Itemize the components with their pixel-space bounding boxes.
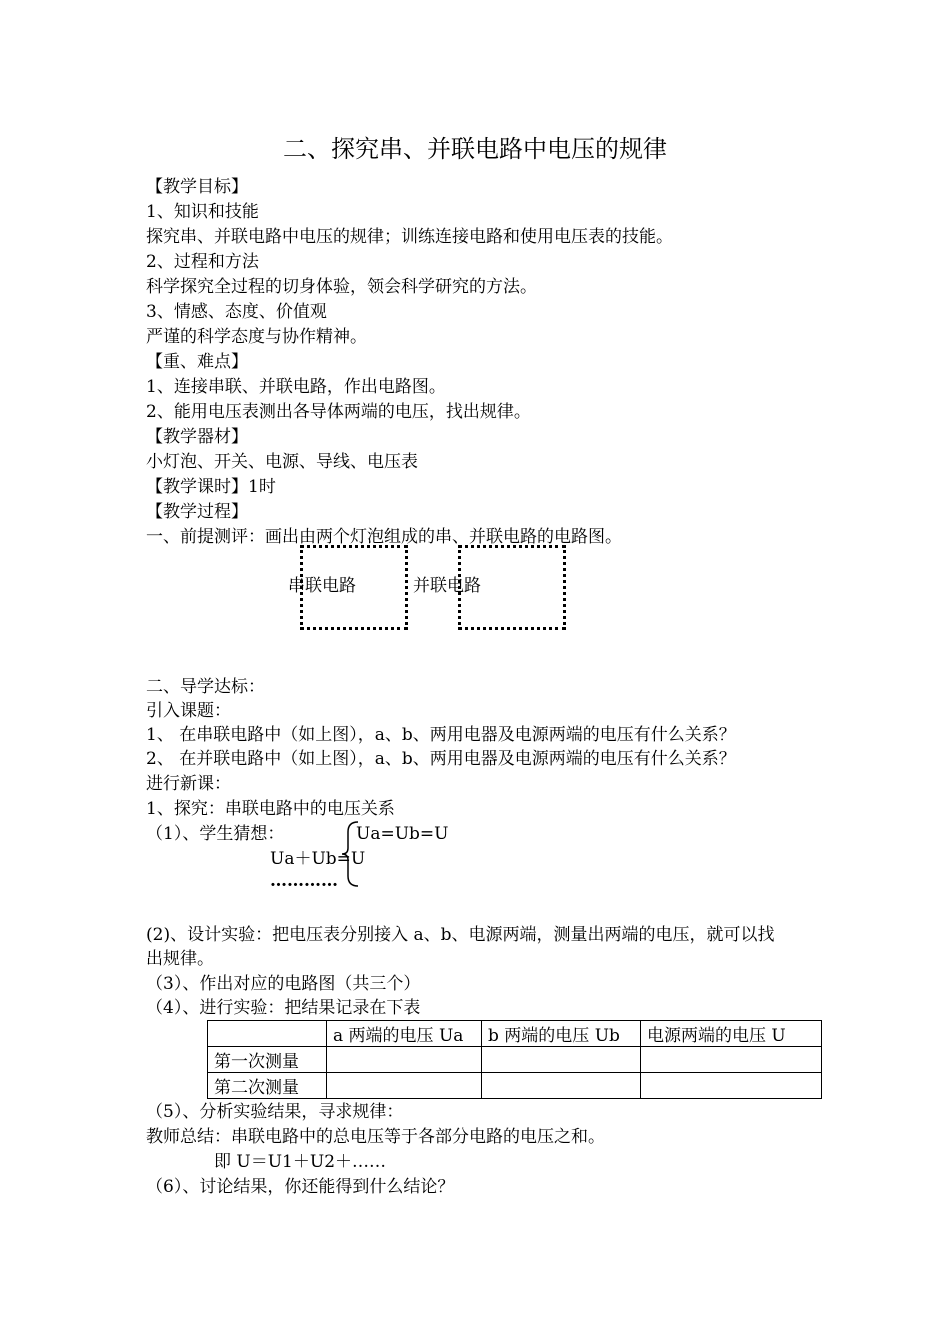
hypothesis-2: Ua＋Ub=U [270,849,366,869]
class-hours: 【教学课时】1时 [146,477,276,497]
parallel-circuit-label: 并联电路 [413,576,481,596]
step-6: （6）、讨论结果，你还能得到什么结论？ [146,1177,455,1197]
goal-2-heading: 2、过程和方法 [146,252,259,272]
table-header-cell: a 两端的电压 Ua [327,1021,482,1047]
summary-formula: 即 U＝U1＋U2＋…… [214,1152,387,1172]
table-cell [482,1073,641,1099]
new-lesson-line: 进行新课： [146,774,231,794]
key-points-heading: 【重、难点】 [146,352,248,372]
table-cell [327,1047,482,1073]
table-cell [641,1073,822,1099]
process-heading: 【教学过程】 [146,502,248,522]
hypothesis-1: Ua=Ub=U [356,824,449,844]
guess-line: （1）、学生猜想： [146,824,285,844]
goals-heading: 【教学目标】 [146,177,248,197]
table-cell: 第二次测量 [208,1073,327,1099]
question-1: 1、 在串联电路中（如上图），a、b、两用电器及电源两端的电压有什么关系？ [146,725,736,745]
table-cell [327,1073,482,1099]
results-table [207,1020,822,1099]
goal-3-heading: 3、情感、态度、价值观 [146,302,327,322]
key-point-2: 2、能用电压表测出各导体两端的电压，找出规律。 [146,402,531,422]
goal-1-text: 探究串、并联电路中电压的规律；训练连接电路和使用电压表的技能。 [146,227,673,247]
pretest-line: 一、前提测评：画出由两个灯泡组成的串、并联电路的电路图。 [146,527,622,547]
intro-line: 引入课题： [146,701,231,721]
equipment-heading: 【教学器材】 [146,427,248,447]
table-header-cell [208,1021,327,1047]
teacher-summary: 教师总结：串联电路中的总电压等于各部分电路的电压之和。 [146,1127,605,1147]
guide-heading: 二、导学达标： [146,677,265,697]
design-line-2: 出规律。 [146,949,214,969]
table-cell: 第一次测量 [208,1047,327,1073]
table-header-cell: b 两端的电压 Ub [482,1021,641,1047]
equipment-text: 小灯泡、开关、电源、导线、电压表 [146,452,418,472]
question-2: 2、 在并联电路中（如上图），a、b、两用电器及电源两端的电压有什么关系？ [146,749,736,769]
table-row [208,1047,822,1073]
table-header-row [208,1021,822,1047]
table-header-cell: 电源两端的电压 U [641,1021,822,1047]
table-cell [641,1047,822,1073]
step-4: （4）、进行实验：把结果记录在下表 [146,998,421,1018]
goal-2-text: 科学探究全过程的切身体验，领会科学研究的方法。 [146,277,537,297]
key-point-1: 1、连接串联、并联电路，作出电路图。 [146,377,446,397]
table-cell [482,1047,641,1073]
hypothesis-3: ………… [270,871,338,891]
table-row [208,1073,822,1099]
page-title: 二、探究串、并联电路中电压的规律 [283,135,667,163]
goal-3-text: 严谨的科学态度与协作精神。 [146,327,367,347]
design-line-1: (2)、设计实验：把电压表分别接入 a、b、电源两端，测量出两端的电压，就可以找 [146,925,775,945]
explore-1-heading: 1、探究：串联电路中的电压关系 [146,799,395,819]
goal-1-heading: 1、知识和技能 [146,202,259,222]
series-circuit-label: 串联电路 [288,576,356,596]
step-5: （5）、分析实验结果，寻求规律： [146,1102,404,1122]
step-3: （3）、作出对应的电路图（共三个） [146,974,421,994]
